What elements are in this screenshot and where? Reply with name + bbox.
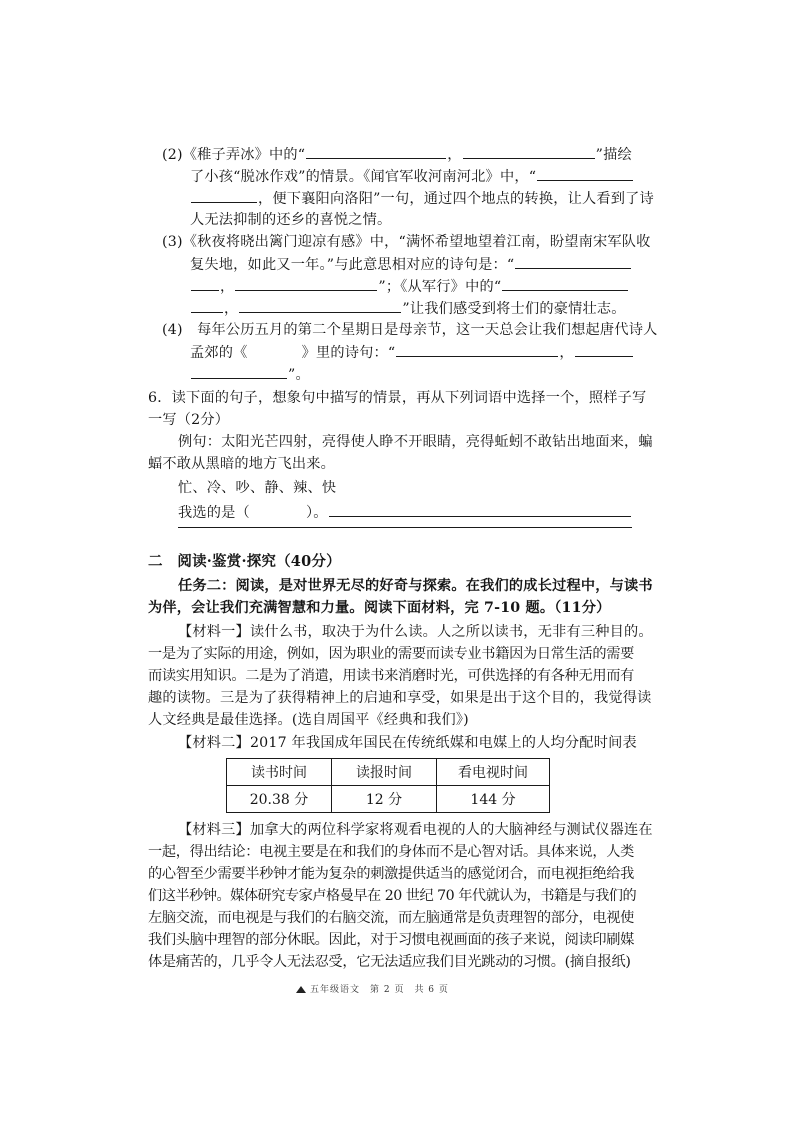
answer-blank[interactable]: [191, 276, 219, 291]
q5-4-text: 孟郊的《: [190, 345, 248, 361]
q6-line-2: 一写（2分）: [148, 412, 230, 428]
material-3-line-6: 我们头脑中理智的部分休眠。因此，对于习惯电视画面的孩子来说，阅读印刷媒: [148, 932, 635, 948]
q5-3-line-1: (3)《秋夜将晓出篱门迎凉有感》中，“满怀希望地望着江南，盼望南宋军队收: [162, 234, 651, 250]
q6-example-line-2: 蝠不敢从黑暗的地方飞出来。: [148, 456, 336, 472]
q6-word-list: 忙、冷、吵、静、辣、快: [178, 480, 337, 496]
answer-blank[interactable]: [235, 276, 377, 291]
q5-2-text: (2)《稚子弄冰》中的“: [162, 147, 306, 163]
q5-3-line-3: ， ”；《从军行》中的“: [190, 276, 629, 297]
task-2-line-1: 任务二：阅读，是对世界无尽的好奇与探索。在我们的成长过程中，与读书: [178, 578, 653, 594]
answer-blank[interactable]: [502, 276, 628, 291]
answer-blank[interactable]: [537, 166, 633, 181]
q5-4-text: 》里的诗句：“: [301, 345, 396, 361]
table-header-cell: 读书时间: [227, 759, 332, 786]
q5-4-line-2: 孟郊的《 》里的诗句：“ ，: [190, 342, 634, 363]
q5-3-text: 复失地，如此又一年。”与此意思相对应的诗句是：“: [190, 257, 515, 273]
q5-3-line-2: [190, 254, 632, 275]
material-3-line-3: 的心智至少需要半秒钟才能为复杂的刺激提供适当的感觉闭合，而电视拒绝给我: [148, 866, 635, 882]
answer-blank[interactable]: [575, 342, 633, 357]
table-row: [227, 786, 550, 813]
table-header-row: [227, 759, 550, 786]
material-2-title: 【材料二】2017 年我国成年国民在传统纸媒和电媒上的人均分配时间表: [178, 735, 637, 751]
table-cell: 144 分: [437, 786, 550, 813]
material-1-line-5: 人文经典是最佳选择。(选自周国平《经典和我们》): [148, 712, 469, 728]
q6-choose-label: ）。: [305, 505, 328, 521]
reading-time-table: [226, 758, 550, 813]
table-cell: 20.38 分: [227, 786, 332, 813]
answer-blank[interactable]: [463, 144, 595, 159]
table-header-cell: 看电视时间: [437, 759, 550, 786]
table-header-cell: 读报时间: [332, 759, 437, 786]
section-2-title: 二 阅读·鉴赏·探究（40分）: [148, 553, 341, 570]
q6-example-line-1: 例句：太阳光芒四射，亮得使人睁不开眼睛，亮得蚯蚓不敢钻出地面来，蝙: [178, 434, 653, 450]
q5-4-line-3: [190, 364, 310, 385]
material-1-line-1: 【材料一】读什么书，取决于为什么读。人之所以读书，无非有三种目的。: [178, 624, 653, 640]
q6-line-1: 6．读下面的句子，想象句中描写的情景，再从下列词语中选择一个，照样子写: [148, 390, 647, 406]
answer-blank[interactable]: [396, 342, 558, 357]
table-cell: 12 分: [332, 786, 437, 813]
q5-2-line-4: 人无法抑制的还乡的喜悦之情。: [190, 212, 392, 228]
q5-3-line-4: ， ”让我们感受到将士们的豪情壮志。: [190, 298, 626, 319]
material-3-line-2: 一起，得出结论：电视主要是在和我们的身体而不是心智对话。具体来说，人类: [148, 844, 635, 860]
q5-2-text: ，便下襄阳向洛阳”一句，通过四个地点的转换，让人看到了诗: [258, 191, 654, 207]
q5-4-text: ”。: [288, 367, 310, 383]
answer-blank[interactable]: [239, 298, 401, 313]
answer-blank[interactable]: [329, 502, 631, 517]
q5-3-text: ”让我们感受到将士们的豪情壮志。: [402, 301, 626, 317]
material-3-line-1: 【材料三】加拿大的两位科学家将观看电视的人的大脑神经与测试仪器连在: [178, 822, 653, 838]
material-1-line-2: 一是为了实际的用途，例如，因为职业的需要而读专业书籍因为日常生活的需要: [148, 646, 635, 662]
answer-blank[interactable]: [515, 254, 631, 269]
q5-2-text: ”描绘: [595, 147, 632, 163]
material-1-line-4: 趣的读物。三是为了获得精神上的启迪和享受，如果是出于这个目的，我觉得读: [148, 690, 652, 706]
triangle-icon: [296, 986, 306, 993]
answer-blank[interactable]: [191, 298, 223, 313]
q5-2-line-1: (2)《稚子弄冰》中的“ ， ”描绘: [162, 144, 632, 165]
material-3-line-7: 体是痛苦的，几乎令人无法忍受，它无法适应我们目光跳动的习惯。(摘自报纸): [148, 954, 631, 970]
q6-answer-line: [178, 502, 632, 523]
q5-4-line-1: (4) 每年公历五月的第二个星期日是母亲节，这一天总会让我们想起唐代诗人: [162, 322, 658, 338]
answer-blank[interactable]: [306, 144, 446, 159]
material-3-line-5: 左脑交流，而电视是与我们的右脑交流，而左脑通常是负责理智的部分，电视使: [148, 910, 635, 926]
task-2-line-2: 为伴，会让我们充满智慧和力量。阅读下面材料，完 7-10 题。（11分）: [148, 600, 611, 616]
q5-2-text: 了小孩“脱冰作戏”的情景。《闻官军收河南河北》中，“: [190, 169, 537, 185]
answer-blank[interactable]: [191, 364, 287, 379]
answer-blank[interactable]: [191, 188, 257, 203]
material-3-line-4: 们这半秒钟。媒体研究专家卢格曼早在 20 世纪 70 年代就认为，书籍是与我们的: [148, 888, 637, 904]
q5-3-text: ”；《从军行》中的“: [378, 279, 502, 295]
q6-choose-label: 我选的是（: [178, 505, 250, 521]
q5-2-line-2: [190, 166, 634, 187]
material-1-line-3: 而读实用知识。二是为了消遣，用读书来消磨时光，可供选择的有各种无用而有: [148, 668, 635, 684]
footer-text: 五年级语文 第 2 页 共 6 页: [310, 985, 449, 995]
answer-blank[interactable]: [178, 526, 632, 528]
page-footer: [296, 982, 449, 995]
q5-2-line-3: [190, 188, 654, 209]
